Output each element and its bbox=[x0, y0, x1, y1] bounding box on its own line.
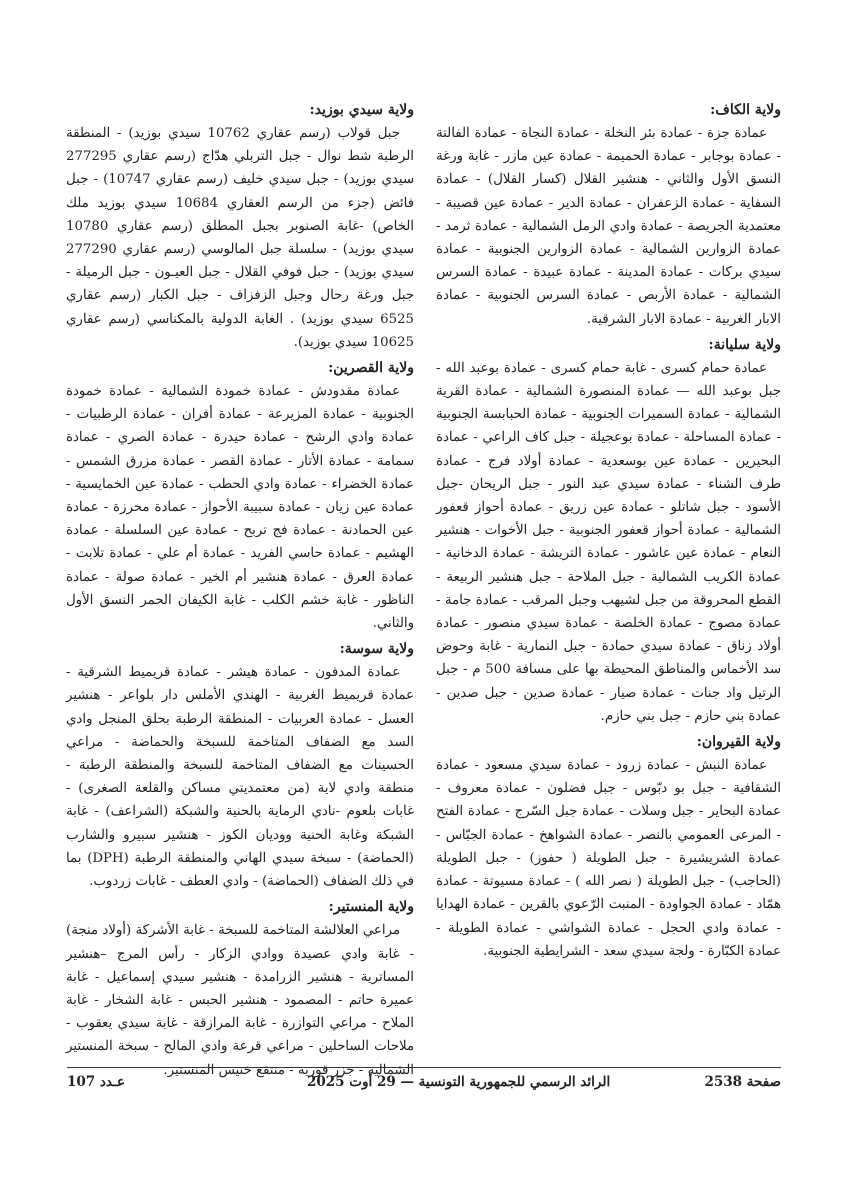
footer-divider bbox=[67, 1067, 781, 1068]
section-siliana bbox=[436, 333, 781, 728]
section-text: عمادة جزة - عمادة بئر النخلة - عمادة النجاة - عمادة الفالتة - عمادة بوجابر - عمادة الحميمة - عمادة عين مازر - غابة ورغة النسق الأول والثاني - هنشير القلال (كسار القلال) - عمادة السفاية - عمادة الزعفران - عمادة الدير - عمادة عين قصيبة - معتمدية الجريصة - عمادة وادي الرمل الشمالية - عمادة ثرمد - عمادة الزوارين الشمالية - عمادة الزوارين الجنوبية - عمادة سيدي بركات - عمادة المدينة - عمادة عبيدة - عمادة السرس الشمالية - عمادة الأربص - عمادة السرس الجنوبية - عمادة الابار الغربية - عمادة الابار الشرقية. bbox=[436, 126, 781, 327]
section-heading: ولاية سيدي بوزيد: bbox=[309, 102, 414, 118]
page-footer bbox=[67, 1074, 781, 1096]
section-text: مراعي العلالشة المتاخمة للسبخة - غابة الأشركة (أولاد منجة) - غابة وادي عصيدة ووادي الزكار - رأس المرج –هنشير المساترية - هنشير الزرامدة - هنشير سيدي إسماعيل - غابة عميرة حاتم - المصمود - هنشير الحبس - غابة الشخار - غابة الملاح - مراعي التوازرة - غابة المرازقة - غابة سيدي يعقوب - ملاحات الساحلين - مراعي قرعة وادي المالح - سبخة المنستير الشمالية - جزر قورية - منتقع خنيس المنستير. bbox=[66, 923, 414, 1078]
section-text: عمادة المدفون - عمادة هيشر - عمادة قريميط الشرقية - عمادة قريميط الغربية - الهندي الأملس دار بلواعر - هنشير العسل - عمادة العربيات - المنطقة الرطبة بحلق المنجل وادي السد مع الضفاف المتاخمة للسبخة والحماضة - مراعي الحسينات مع الضفاف المتاخمة للسبخة والمنطقة الرطبة - منطقة وادي لاية (من معتمديتي مساكن والقلعة الصغرى) - غابات بلعوم -نادي الرماية بالحنية والشبكة (الشراعف) - غابة الشبكة وغابة الحنية ووديان الكوز - هنشير سبيرو والشارب (الحماضة) - سبخة سيدي الهاني والمنطقة الرطبة (DPH) بما في ذلك الضفاف (الحماضة) - وادي العطف - غابات زردوب. bbox=[66, 665, 414, 890]
section-sidi-bouzid bbox=[66, 98, 414, 354]
section-text: عمادة مقدودش - عمادة خمودة الشمالية - عمادة خمودة الجنوبية - عمادة المزيرعة - عمادة أفران - عمادة الرطبيات - عمادة وادي الرشح - عمادة حيدرة - عمادة الصري - عمادة سمامة - عمادة الأتار - عمادة القصر - عمادة مزرق الشمس - عمادة الخضراء - عمادة وادي الحطب - عمادة عين الخمايسية - عمادة عين زيان - عمادة سبيبة الأحواز - عمادة محرزة - عمادة عين الحمادنة - عمادة فج تربح - عمادة عين السلسلة - عمادة الهشيم - عمادة حاسي الفريد - عمادة أم علي - عمادة تلابت - عمادة العرق - عمادة هنشير أم الخير - عمادة صولة - عمادة الناظور - غابة خشم الكلب - غابة الكيفان الحمر النسق الأول والثاني. bbox=[66, 384, 414, 632]
section-heading: ولاية القصرين: bbox=[328, 360, 414, 377]
section-sousse bbox=[66, 637, 414, 893]
section-heading: ولاية الكاف: bbox=[710, 102, 781, 118]
right-column bbox=[436, 98, 781, 965]
section-kef bbox=[436, 98, 781, 331]
publication-title: الرائد الرسمي للجمهورية التونسية — 29 أوت 2025 bbox=[307, 1074, 611, 1090]
page-number: صفحة 2538 bbox=[704, 1074, 781, 1090]
left-column bbox=[66, 98, 414, 1084]
section-heading: ولاية المنستير: bbox=[328, 899, 414, 916]
section-text: عمادة حمام كسرى - غابة حمام كسرى - عمادة بوعبد الله - جبل بوعبد الله — عمادة المنصورة الشمالية - عمادة القرية الشمالية - عمادة السميرات الجنوبية - عمادة الحبابسة الجنوبية - عمادة المساحلة - عمادة بوعجيلة - جبل كاف الراعي - عمادة البحيرين - عمادة عين بوسعدية - عمادة أولاد فرج - عمادة طرف الشناء - عمادة سيدي عبد النور - جبل الريحان -جبل الأسود - جبل شاتلو - عمادة عين زريق - عمادة أحواز قعفور الشمالية - عمادة أحواز قعفور الجنوبية - جبل الأخوات - هنشير النعام - عمادة عين عاشور - عمادة التريشة - عمادة الدخانية - عمادة الكريب الشمالية - جبل الملاحة - جبل هنشير الربيعة - القطع المحروقة من جبل لشيهب وجبل المرقب - عمادة جامة - عمادة مصوج - عمادة الخلصة - عمادة سيدي منصور - عمادة أولاد زناق - عمادة سيدي حمادة - جبل النمارية - غابة وحوض سد الأخماس والمناطق المحيطة بها على مسافة 500 م - جبل الرتيل واد جنات - عمادة صيار - عمادة صدين - جبل صدين - عمادة بني حازم - جبل بني حازم. bbox=[436, 360, 781, 724]
section-text: جبل قولاب (رسم عقاري 10762 سيدي بوزيد) - المنطقة الرطبة شط نوال - جبل التربلي هدّاج (رسم عقاري 277295 سيدي بوزيد) - جبل سيدي خليف (رسم عقاري 10747) - جبل فائض (جزء من الرسم العقاري 10684 سيدي بوزيد ملك الخاص) -غابة الصنوبر بجبل المطلق (رسم عقاري 10780 سيدي بوزيد) - سلسلة جبل المالوسي (رسم عقاري 277290 سيدي بوزيد) - جبل فوفي القلال - جبل العيـون - جبل الرميلة - جبل ورغة رحال وجبل الزفزاف - جبل الكبار (رسم عقاري 6525 سيدي بوزيد) . الغابة الدولية بالمكناسي (رسم عقاري 10625 سيدي بوزيد). bbox=[66, 126, 415, 350]
section-kasserine bbox=[66, 356, 414, 635]
section-kairouan bbox=[436, 730, 781, 963]
section-text: عمادة النبش - عمادة زرود - عمادة سيدي مسعود - عمادة الشقافية - جبل بو دبّوس - جبل فضلون - عمادة معروف - عمادة البحاير - جبل وسلات - عمادة جبل السّرج - عمادة الفتح - المرعى العمومي بالنصر - عمادة الشواهخ - عمادة الجبّاس - عمادة الشريشيرة - جبل الطويلة ( حفوز) - جبل الطويلة (الحاجب) - جبل الطويلة ( نصر الله ) - عمادة مسيوتة - عمادة همّاد - عمادة الجواودة - المنبت الرّعوي بالقرين - عمادة الهدايا - عمادة وادي الحجل - عمادة الشواشي - عمادة الطويلة - عمادة الكبّارة - ولجة سيدي سعد - الشرايطية الجنوبية. bbox=[436, 758, 781, 959]
section-monastir bbox=[66, 895, 414, 1081]
section-heading: ولاية سوسة: bbox=[339, 641, 414, 658]
issue-number: عـدد 107 bbox=[67, 1074, 125, 1090]
section-heading: ولاية سليانة: bbox=[708, 336, 781, 353]
section-heading: ولاية القيروان: bbox=[696, 734, 781, 751]
